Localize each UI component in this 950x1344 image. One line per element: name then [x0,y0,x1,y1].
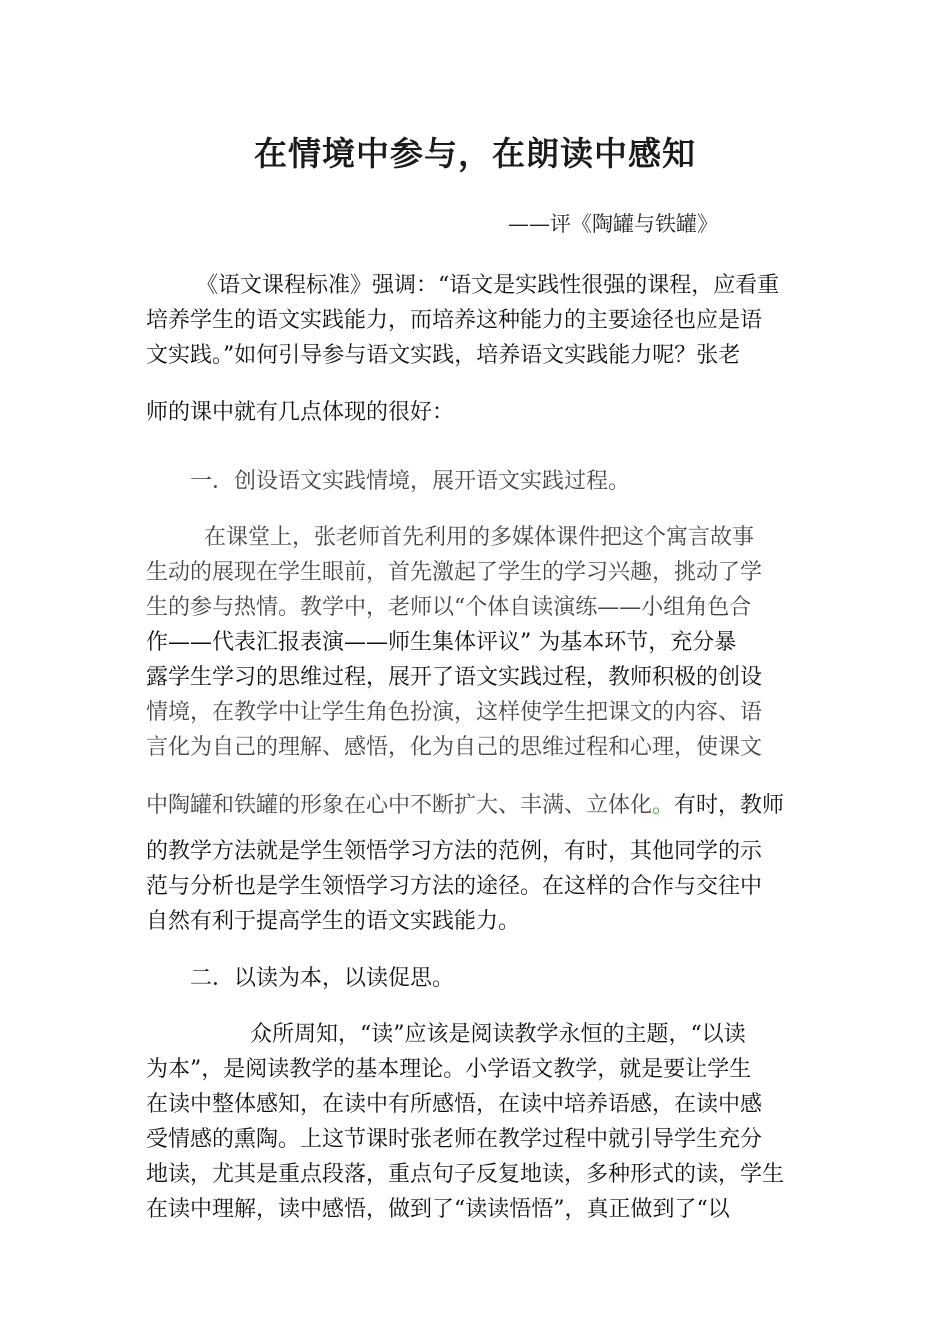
paragraph-line: 情境，在教学中让学生角色扮演，这样使学生把课文的内容、语 [146,700,763,725]
paragraph-line: 的教学方法就是学生领悟学习方法的范例，有时，其他同学的示 [146,839,763,864]
paragraph-line: 自然有利于提高学生的语文实践能力。 [146,909,521,934]
paragraph-line: 文实践。”如何引导参与语文实践，培养语文实践能力呢？张老 [146,343,741,368]
paragraph-line: 地读，尤其是重点段落，重点句子反复地读，多种形式的读，学生 [146,1162,785,1187]
paragraph-line [146,788,810,819]
section-heading-1: 一．创设语文实践情境，展开语文实践过程。 [190,469,631,494]
paragraph-line: 《语文课程标准》强调：“语文是实践性很强的课程，应看重 [196,273,780,298]
line-segment: 中陶罐和铁罐的形象在心中不断扩大、丰满、立体化 [146,793,653,818]
paragraph-line: 在课堂上，张老师首先利用的多媒体课件把这个寓言故事 [204,525,755,550]
paragraph-line: 众所周知，“读”应该是阅读教学永恒的主题，“以读 [250,1022,746,1047]
page-subtitle: ——评《陶罐与铁罐》 [508,212,718,236]
paragraph-line: 培养学生的语文实践能力，而培养这种能力的主要途径也应是语 [146,308,763,333]
paragraph-line: 言化为自己的理解、感悟，化为自己的思维过程和心理，使课文 [146,735,763,760]
paragraph-line: 范与分析也是学生领悟学习方法的途径。在这样的合作与交往中 [146,874,763,899]
paragraph-line: 在读中整体感知，在读中有所感悟，在读中培养语感，在读中感 [146,1092,763,1117]
paragraph-line: 生的参与热情。教学中，老师以“个体自读演练——小组角色合 [146,595,752,620]
line-segment: 有时，教师 [674,793,785,818]
page-title: 在情境中参与，在朗读中感知 [254,134,696,173]
paragraph-line: 在读中理解，读中感悟，做到了“读读悟悟”，真正做到了“以 [146,1197,730,1222]
section-heading-2: 二．以读为本，以读促思。 [190,966,455,991]
paragraph-line: 露学生学习的思维过程，展开了语文实践过程，教师积极的创设 [146,665,763,690]
paragraph-line: 为本”，是阅读教学的基本理论。小学语文教学，就是要让学生 [146,1057,752,1082]
paragraph-line: 师的课中就有几点体现的很好： [146,400,455,425]
paragraph-line: 受情感的熏陶。上这节课时张老师在教学过程中就引导学生充分 [146,1127,763,1152]
paragraph-line: 生动的展现在学生眼前，首先激起了学生的学习兴趣，挑动了学 [146,560,763,585]
paragraph-line: 作——代表汇报表演——师生集体评议” 为基本环节，充分暴 [146,630,737,655]
green-punctuation: 。 [652,793,675,818]
